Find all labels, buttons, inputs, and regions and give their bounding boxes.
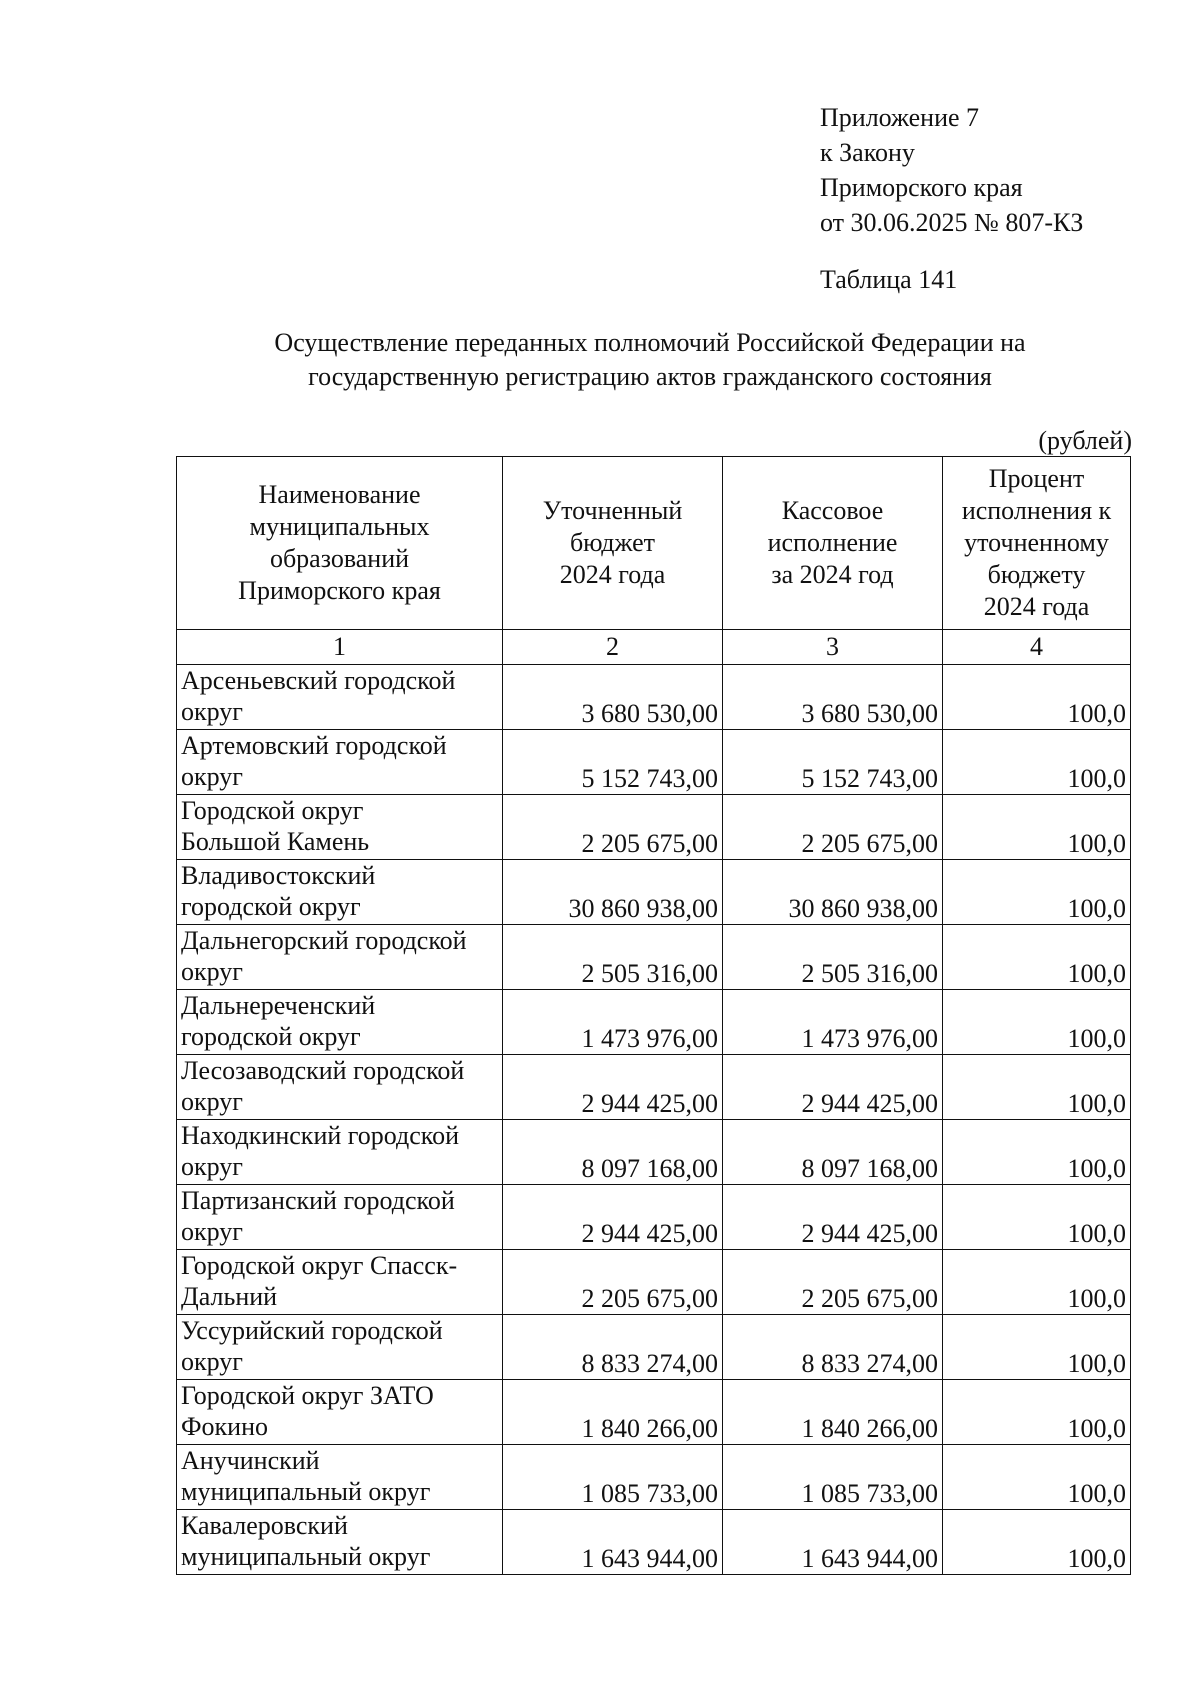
table-row [177,1380,1131,1445]
municipality-name: Анучинский муниципальный округ [177,1445,503,1510]
municipality-name: Кавалеровский муниципальный округ [177,1510,503,1575]
execution-value: 2 205 675,00 [723,1250,943,1315]
table-row [177,795,1131,860]
percent-value: 100,0 [943,1510,1131,1575]
municipality-name: Лесозаводский городской округ [177,1055,503,1120]
budget-value: 1 840 266,00 [503,1380,723,1445]
municipality-name: Городской округ Большой Камень [177,795,503,860]
municipality-name: Находкинский городской округ [177,1120,503,1185]
execution-value: 1 473 976,00 [723,990,943,1055]
municipality-name: Уссурийский городской округ [177,1315,503,1380]
budget-value: 30 860 938,00 [503,860,723,925]
budget-value: 2 944 425,00 [503,1055,723,1120]
table-number: Таблица 141 [820,265,958,294]
column-number: 1 [177,630,503,665]
table-row [177,1445,1131,1510]
budget-value: 1 085 733,00 [503,1445,723,1510]
execution-value: 3 680 530,00 [723,665,943,730]
document-title-line: государственную регистрацию актов гражданского состояния [308,362,992,391]
municipality-name: Дальнереченский городской округ [177,990,503,1055]
header-execution: Кассовое исполнение за 2024 год [723,457,943,630]
percent-value: 100,0 [943,860,1131,925]
execution-value: 1 085 733,00 [723,1445,943,1510]
budget-table [176,456,1131,1575]
percent-value: 100,0 [943,1445,1131,1510]
table-row [177,1120,1131,1185]
percent-value: 100,0 [943,1380,1131,1445]
execution-value: 5 152 743,00 [723,730,943,795]
municipality-name: Городской округ ЗАТО Фокино [177,1380,503,1445]
execution-value: 1 643 944,00 [723,1510,943,1575]
budget-value: 2 505 316,00 [503,925,723,990]
budget-value: 1 643 944,00 [503,1510,723,1575]
budget-value: 8 833 274,00 [503,1315,723,1380]
header-percent: Процент исполнения к уточненному бюджету 2024 года [943,457,1131,630]
budget-value: 2 205 675,00 [503,1250,723,1315]
column-number: 4 [943,630,1131,665]
appendix-header [820,100,1083,240]
budget-value: 8 097 168,00 [503,1120,723,1185]
municipality-name: Владивостокский городской округ [177,860,503,925]
units-label: (рублей) [1038,426,1132,455]
execution-value: 8 833 274,00 [723,1315,943,1380]
table-row [177,665,1131,730]
table-row [177,1315,1131,1380]
municipality-name: Арсеньевский городской округ [177,665,503,730]
header-municipality: Наименование муниципальных образований Приморского края [177,457,503,630]
execution-value: 30 860 938,00 [723,860,943,925]
percent-value: 100,0 [943,1055,1131,1120]
municipality-name: Дальнегорский городской округ [177,925,503,990]
municipality-name: Партизанский городской округ [177,1185,503,1250]
column-number: 3 [723,630,943,665]
table-row [177,1055,1131,1120]
appendix-line: Приложение 7 [820,103,980,132]
execution-value: 2 944 425,00 [723,1055,943,1120]
appendix-line: от 30.06.2025 № 807-КЗ [820,208,1084,237]
document-title [170,326,1130,394]
budget-value: 3 680 530,00 [503,665,723,730]
execution-value: 2 205 675,00 [723,795,943,860]
document-title-line: Осуществление переданных полномочий Российской Федерации на [274,328,1026,357]
budget-value: 5 152 743,00 [503,730,723,795]
execution-value: 2 505 316,00 [723,925,943,990]
table-row [177,990,1131,1055]
header-budget: Уточненный бюджет 2024 года [503,457,723,630]
table-row [177,1510,1131,1575]
table-row [177,1185,1131,1250]
budget-value: 2 205 675,00 [503,795,723,860]
execution-value: 2 944 425,00 [723,1185,943,1250]
column-number: 2 [503,630,723,665]
percent-value: 100,0 [943,795,1131,860]
execution-value: 8 097 168,00 [723,1120,943,1185]
percent-value: 100,0 [943,1120,1131,1185]
percent-value: 100,0 [943,1250,1131,1315]
appendix-line: к Закону [820,138,915,167]
table-row [177,1250,1131,1315]
appendix-line: Приморского края [820,173,1023,202]
percent-value: 100,0 [943,1315,1131,1380]
budget-value: 2 944 425,00 [503,1185,723,1250]
column-number-row [177,630,1131,665]
percent-value: 100,0 [943,730,1131,795]
table-header-row [177,457,1131,630]
table-row [177,860,1131,925]
municipality-name: Городской округ Спасск- Дальний [177,1250,503,1315]
municipality-name: Артемовский городской округ [177,730,503,795]
percent-value: 100,0 [943,990,1131,1055]
execution-value: 1 840 266,00 [723,1380,943,1445]
percent-value: 100,0 [943,925,1131,990]
percent-value: 100,0 [943,665,1131,730]
budget-value: 1 473 976,00 [503,990,723,1055]
percent-value: 100,0 [943,1185,1131,1250]
table-row [177,925,1131,990]
table-row [177,730,1131,795]
